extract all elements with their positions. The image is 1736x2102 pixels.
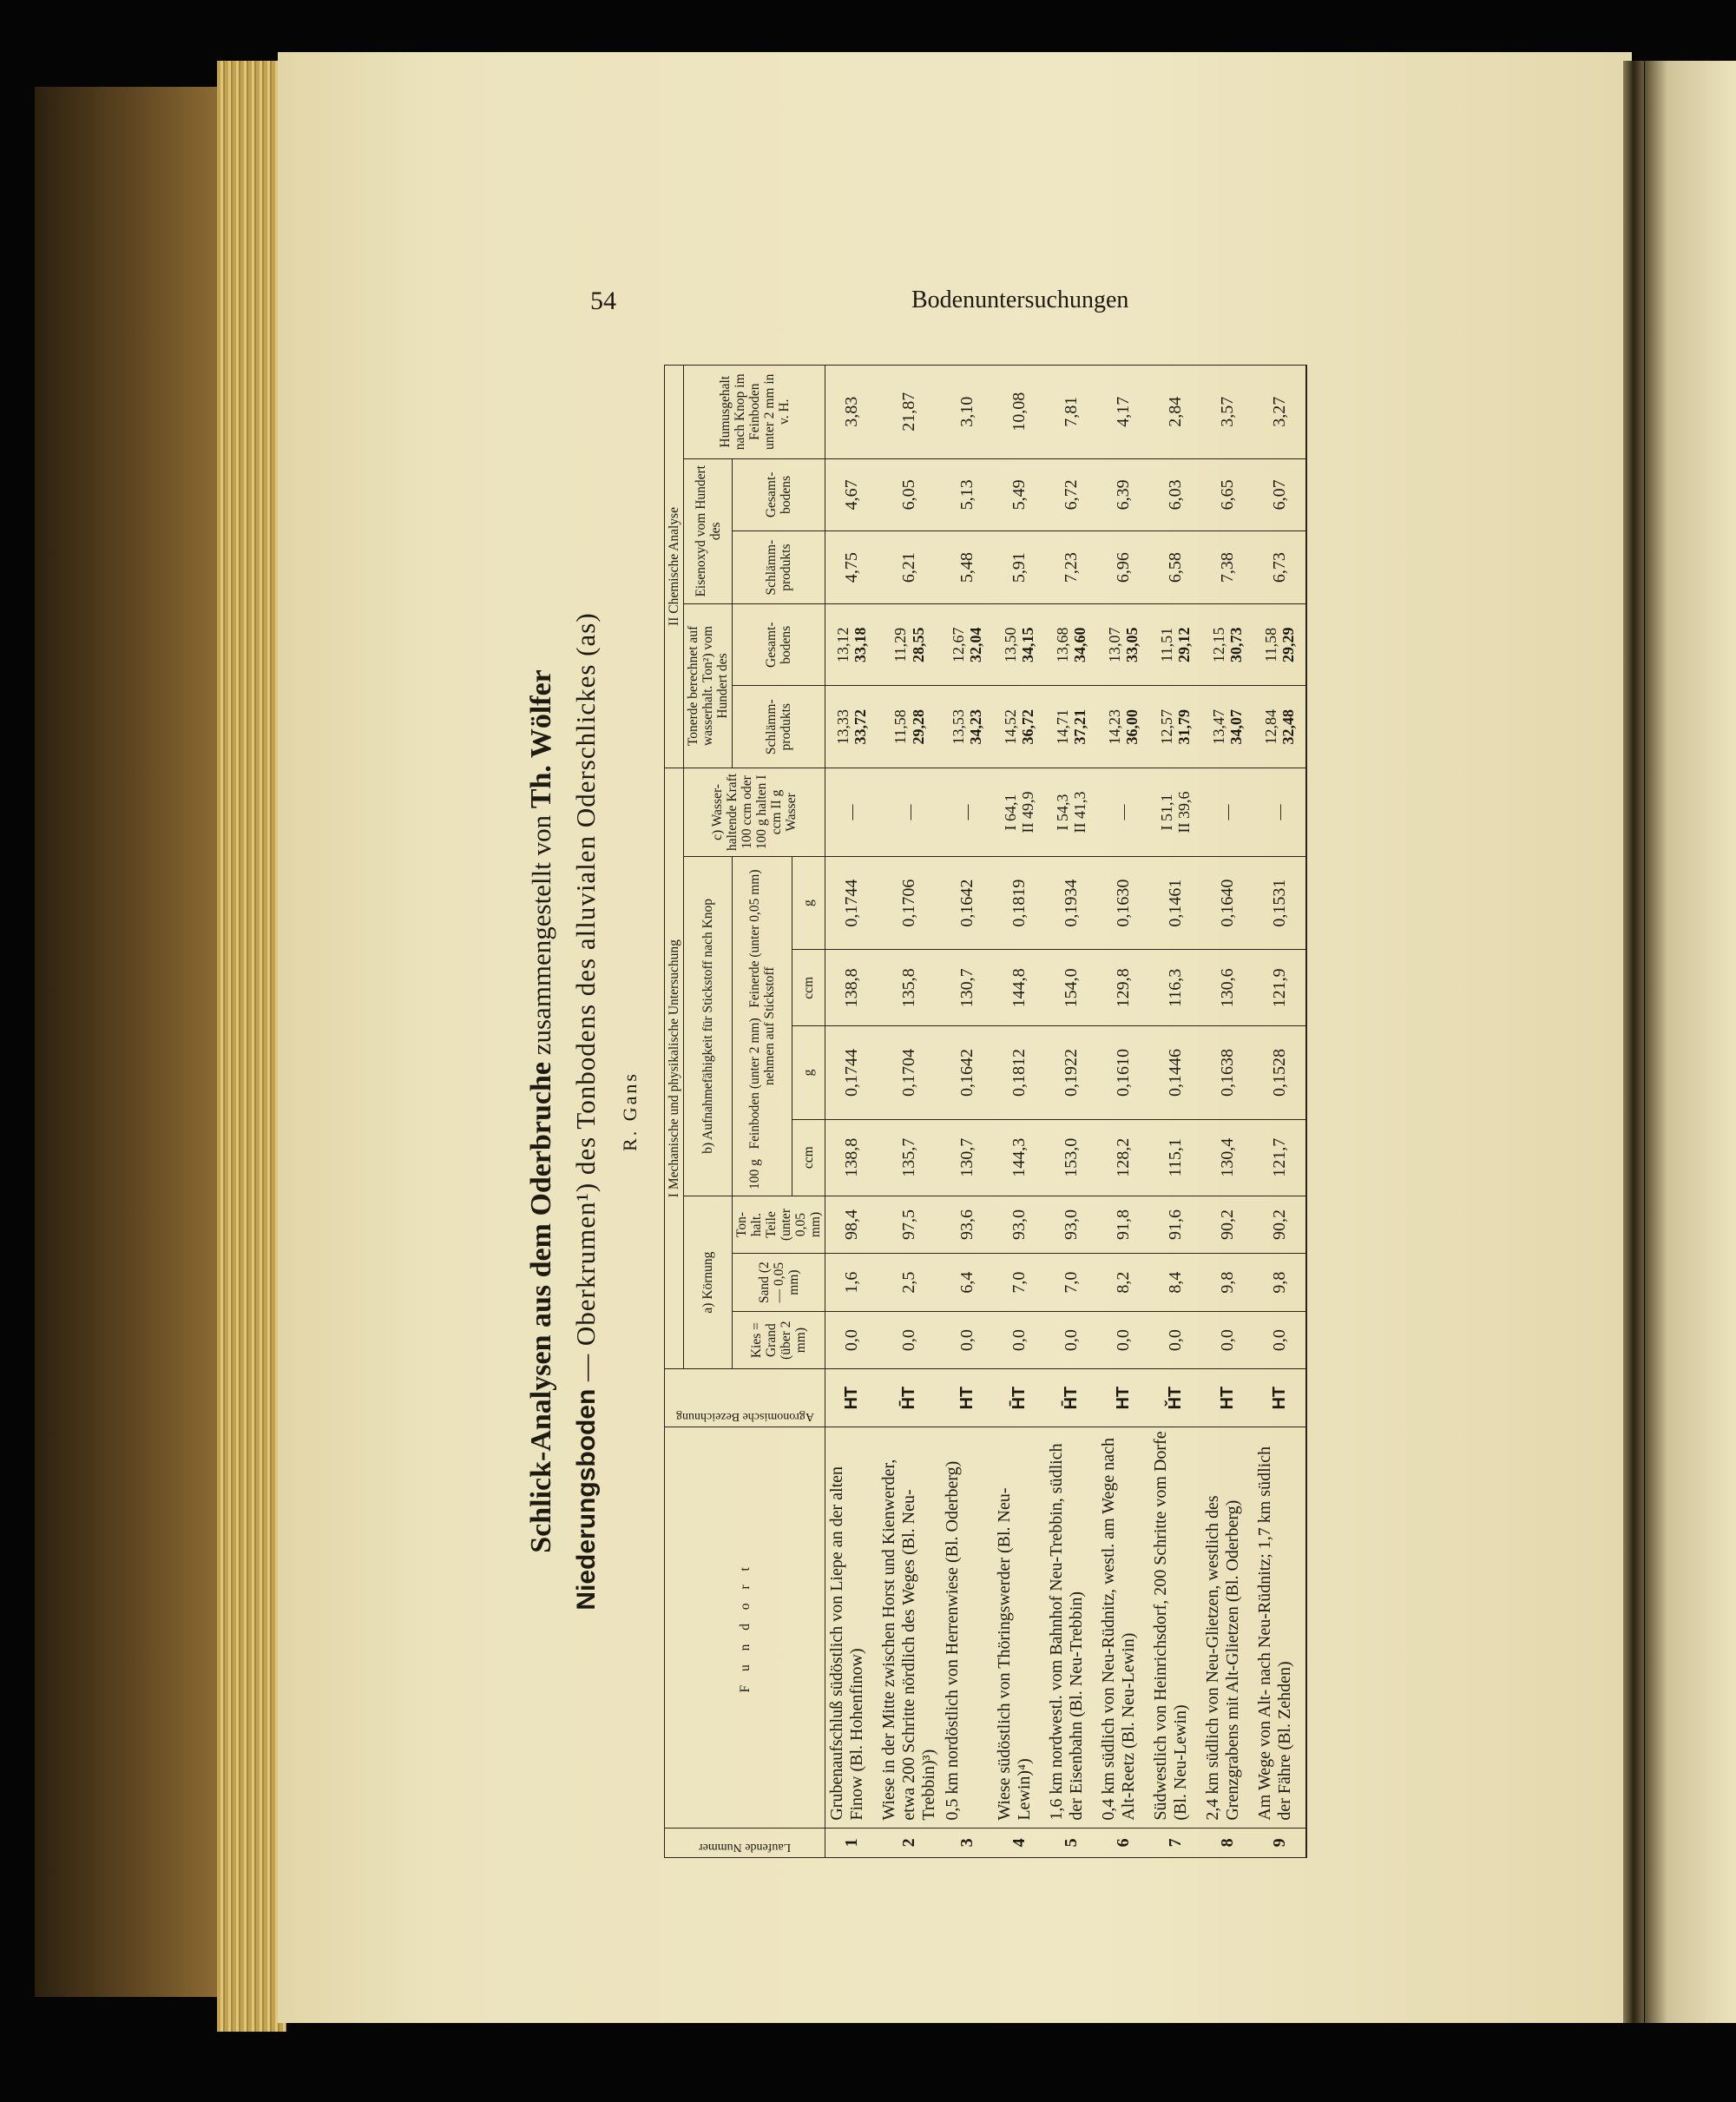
header-eisen-gesamt: Gesamt- bodens: [733, 458, 825, 531]
table-row: 5 1,6 km nordwestl. vom Bahnhof Neu-Trebbin, südlich der Eisenbahn (Bl. Neu-Trebbin) H̄T 0,0 7,0 93,0 153,0 0,1922 154,0 0,1934 I 54,3 II 41,3 14,71 37,21 13,68 34,60 7,23 6,72 7,81: [1045, 366, 1097, 1858]
header-aufnahme: b) Aufnahmefähigkeit für Stickstoff nach Knop: [684, 856, 733, 1196]
table-row: 8 2,4 km südlich von Neu-Glietzen, westlich des Grenzgrabens mit Alt-Glietzen (Bl. Oderberg) HT 0,0 9,8 90,2 130,4 0,1638 130,6 0,1640 — 13,47 34,07 12,15 30,73 7,38 6,65 3,57: [1201, 366, 1253, 1858]
header-humus: Humusgehalt nach Knop im Feinboden unter 2 mm in v. H.: [684, 366, 825, 459]
header-kies: Kies = Grand (über 2 mm): [733, 1311, 825, 1369]
header-wasser: c) Wasser- haltende Kraft 100 ccm oder 100 g halten I ccm II g Wasser: [684, 768, 825, 856]
table-row: 7 Südwestlich von Heinrichsdorf, 200 Schritte vom Dorfe (Bl. Neu-Lewin) ȞT 0,0 8,4 91,6 115,1 0,1446 116,3 0,1461 I 51,1 II 39,6 12,57 31,79 11,51 29,12 6,58 6,03 2,84: [1149, 366, 1201, 1858]
header-sand: Sand (2— 0,05 mm): [733, 1254, 825, 1312]
header-fb-ccm: ccm: [792, 1119, 825, 1196]
page-header: [590, 287, 1146, 321]
rotated-table-page: [473, 365, 1471, 1858]
table-row: 9 Am Wege von Alt- nach Neu-Rüdnitz; 1,7 km südlich der Fähre (Bl. Zehden) HT 0,0 9,8 90,2 121,7 0,1528 121,9 0,1531 — 12,84 32,48 11,58 29,29 6,73 6,07 3,27: [1253, 366, 1306, 1858]
header-ton-gesamt: Gesamt- bodens: [733, 604, 825, 686]
header-ton: Ton- halt. Teile (unter 0,05 mm): [733, 1196, 825, 1254]
next-page-edge: [1645, 61, 1736, 2023]
table-title: Schlick-Analysen aus dem Oderbruche zusammengestellt von Th. Wölfer: [525, 669, 557, 1553]
header-fe-ccm: ccm: [792, 950, 825, 1026]
header-aufnahme-sub: 100 g Feinboden (unter 2 mm) Feinerde (unter 0,05 mm) nehmen auf Stickstoff: [733, 856, 792, 1196]
table-row: 3 0,5 km nordöstlich von Herrenwiese (Bl. Oderberg) HT 0,0 6,4 93,6 130,7 0,1642 130,7 0,1642 — 13,53 34,23 12,67 32,04 5,48 5,13 3,10: [941, 366, 993, 1858]
running-head: Bodenuntersuchungen: [911, 287, 1129, 313]
page-edges: [217, 61, 286, 2032]
table-subtitle: Niederungsboden — Oberkrumen¹) des Tonbodens des alluvialen Oderschlickes (as): [570, 612, 601, 1611]
header-mech: I Mechanische und physikalische Untersuchung: [665, 768, 684, 1368]
header-koernung: a) Körnung: [684, 1196, 733, 1369]
header-eisen-schlaemm: Schlämm- produkts: [733, 531, 825, 604]
header-eisen: Eisenoxyd vom Hundert des: [684, 458, 733, 603]
table-row: 1 Grubenaufschluß südöstlich von Liepe an der alten Finow (Bl. Hohenfinow) HT 0,0 1,6 98,4 138,8 0,1744 138,8 0,1744 — 13,33 33,72 13,12 33,18 4,75 4,67 3,83: [825, 366, 878, 1858]
header-fe-g: g: [792, 856, 825, 949]
header-fb-g: g: [792, 1026, 825, 1119]
header-tonerde: Tonerde berechnet auf wasserhalt. Ton²) vom Hundert des: [684, 604, 733, 768]
page-number: 54: [590, 287, 616, 315]
table-row: 6 0,4 km südlich von Neu-Rüdnitz, westl. am Wege nach Alt-Reetz (Bl. Neu-Lewin) HT 0,0 8,2 91,8 128,2 0,1610 129,8 0,1630 — 14,23 36,00 13,07 33,05 6,96 6,39 4,17: [1097, 366, 1149, 1858]
table-row: 4 Wiese südöstlich von Thöringswerder (Bl. Neu-Lewin)⁴) H̄T 0,0 7,0 93,0 144,3 0,1812 144,8 0,1819 I 64,1 II 49,9 14,52 36,72 13,50 34,15 5,91 5,49 10,08: [993, 366, 1045, 1858]
header-ton-schlaemm: Schlämm- produkts: [733, 686, 825, 768]
analyst: R. Gans: [619, 1071, 641, 1151]
book-gutter: [1623, 61, 1644, 2023]
header-agro: Agronomische Bezeichnung: [665, 1369, 825, 1427]
header-lfd-nr: Laufende Nummer: [665, 1828, 825, 1857]
header-fundort: F u n d o r t: [665, 1427, 825, 1828]
analysis-table: [664, 365, 1307, 1858]
table-row: 2 Wiese in der Mitte zwischen Horst und Kienwerder, etwa 200 Schritte nördlich des Weges (Bl. Neu-Trebbin)³) H̄T 0,0 2,5 97,5 135,7 0,1704 135,8 0,1706 — 11,58 29,28 11,29 28,55 6,21 6,05 21,87: [878, 366, 941, 1858]
header-chem: II Chemische Analyse: [665, 366, 684, 768]
